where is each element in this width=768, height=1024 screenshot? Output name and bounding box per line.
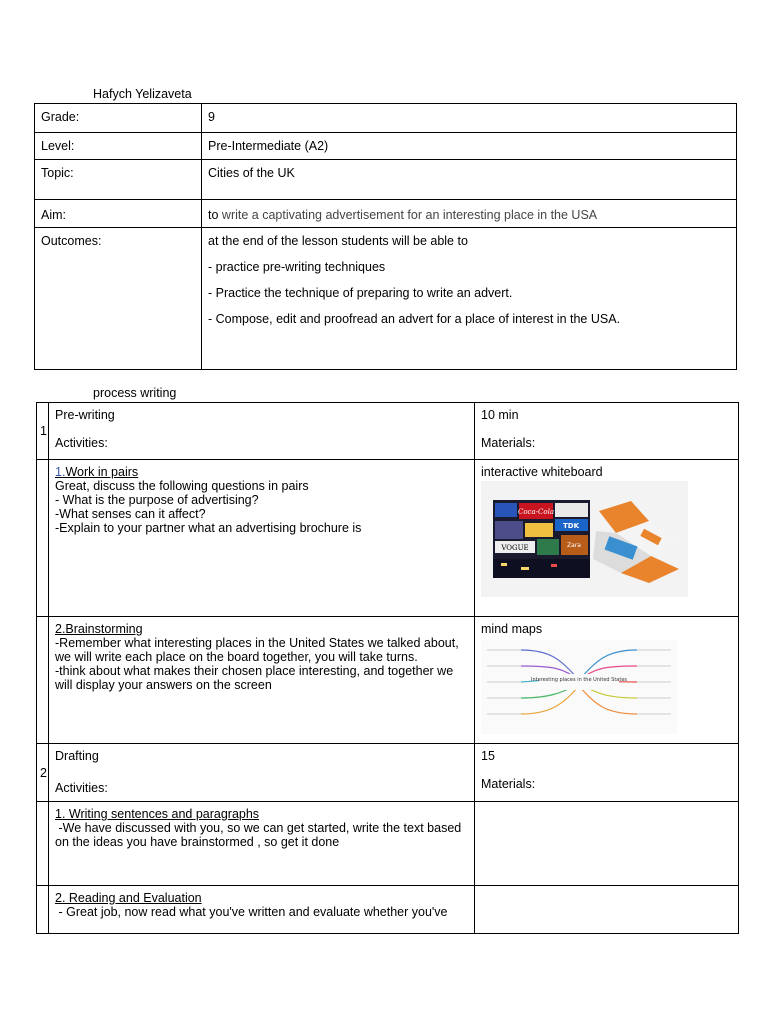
advertising-images bbox=[481, 481, 688, 597]
grade-row bbox=[35, 104, 737, 133]
activity-cell bbox=[49, 886, 475, 934]
grade-value: 9 bbox=[202, 104, 737, 133]
stage-cell bbox=[49, 744, 475, 802]
stage-time: 15 bbox=[481, 749, 495, 763]
aim-prefix: to bbox=[208, 208, 219, 222]
stage-cell bbox=[49, 403, 475, 460]
activity-title-number: 1. bbox=[55, 465, 66, 479]
lesson-info-table bbox=[34, 103, 737, 370]
aim-label: Aim: bbox=[35, 200, 202, 228]
level-value: Pre-Intermediate (A2) bbox=[202, 133, 737, 160]
activity-title-text: Work in pairs bbox=[65, 465, 139, 479]
billboard-brand-text: Coca-Cola bbox=[517, 508, 555, 516]
outcome-item: at the end of the lesson students will be able to bbox=[208, 234, 468, 248]
topic-value: Cities of the UK bbox=[202, 160, 737, 200]
advertising-photo-collage bbox=[481, 481, 688, 597]
activity-line: -think about what makes their chosen place interesting, and together we will display your answers on the screen bbox=[55, 664, 454, 692]
activity-cell bbox=[49, 617, 475, 744]
mind-map-center-label: Interesting places in the United States bbox=[530, 677, 628, 683]
activity-title: 2.Brainstorming bbox=[55, 622, 143, 636]
activity-line: Great, discuss the following questions in pairs bbox=[55, 479, 309, 493]
material-label: mind maps bbox=[481, 622, 543, 636]
section-label: process writing bbox=[93, 386, 177, 400]
stage-number: 1 bbox=[37, 403, 49, 460]
topic-label: Topic: bbox=[35, 160, 202, 200]
stage-row bbox=[37, 744, 739, 802]
activity-cell bbox=[49, 802, 475, 886]
materials-label: Materials: bbox=[481, 777, 536, 791]
stage-time: 10 min bbox=[481, 408, 519, 422]
mind-map-image bbox=[481, 640, 677, 734]
grade-label: Grade: bbox=[35, 104, 202, 133]
outcome-item: - practice pre-writing techniques bbox=[208, 260, 386, 274]
stage-name: Pre-writing bbox=[55, 408, 115, 422]
material-label: interactive whiteboard bbox=[481, 465, 603, 479]
billboard-brand-text: Zara bbox=[567, 542, 581, 549]
aim-row bbox=[35, 200, 737, 228]
activity-line: -What senses can it affect? bbox=[55, 507, 206, 521]
stage-row bbox=[37, 403, 739, 460]
activity-line: - What is the purpose of advertising? bbox=[55, 493, 259, 507]
activity-title bbox=[55, 465, 468, 479]
process-writing-table bbox=[36, 402, 739, 934]
author-name: Hafych Yelizaveta bbox=[93, 87, 192, 101]
stage-name: Drafting bbox=[55, 749, 99, 763]
materials-label: Materials: bbox=[481, 436, 536, 450]
outcome-item: - Practice the technique of preparing to write an advert. bbox=[208, 286, 513, 300]
topic-row bbox=[35, 160, 737, 200]
activity-row bbox=[37, 886, 739, 934]
aim-text: write a captivating advertisement for an interesting place in the USA bbox=[221, 208, 598, 222]
billboard-brand-text: TDK bbox=[562, 522, 580, 530]
activity-row bbox=[37, 802, 739, 886]
aim-value bbox=[202, 200, 737, 228]
material-cell bbox=[475, 617, 739, 744]
outcomes-row bbox=[35, 228, 737, 370]
outcomes-list bbox=[202, 228, 737, 370]
activities-label: Activities: bbox=[55, 781, 108, 795]
activity-line: -We have discussed with you, so we can get started, write the text based on the ideas you have brainstormed , so get it done bbox=[55, 821, 465, 849]
activity-cell bbox=[49, 460, 475, 617]
outcome-item: - Compose, edit and proofread an advert for a place of interest in the USA. bbox=[208, 312, 621, 326]
activity-row bbox=[37, 460, 739, 617]
level-label: Level: bbox=[35, 133, 202, 160]
material-cell bbox=[475, 460, 739, 617]
outcomes-label: Outcomes: bbox=[35, 228, 202, 370]
activity-line: -Remember what interesting places in the United States we talked about, we will write each place on the board together, you will take turns. bbox=[55, 636, 459, 664]
activity-title: 2. Reading and Evaluation bbox=[55, 891, 202, 905]
stage-number: 2 bbox=[37, 744, 49, 802]
level-row bbox=[35, 133, 737, 160]
material-cell bbox=[475, 802, 739, 886]
mind-map-diagram bbox=[481, 640, 677, 734]
material-cell bbox=[475, 886, 739, 934]
stage-meta-cell bbox=[475, 403, 739, 460]
billboard-brand-text: VOGUE bbox=[501, 544, 529, 552]
stage-meta-cell bbox=[475, 744, 739, 802]
activity-line: - Great job, now read what you've written and evaluate whether you've bbox=[55, 905, 448, 919]
activity-row bbox=[37, 617, 739, 744]
activities-label: Activities: bbox=[55, 436, 108, 450]
activity-title: 1. Writing sentences and paragraphs bbox=[55, 807, 260, 821]
activity-line: -Explain to your partner what an advertising brochure is bbox=[55, 521, 362, 535]
